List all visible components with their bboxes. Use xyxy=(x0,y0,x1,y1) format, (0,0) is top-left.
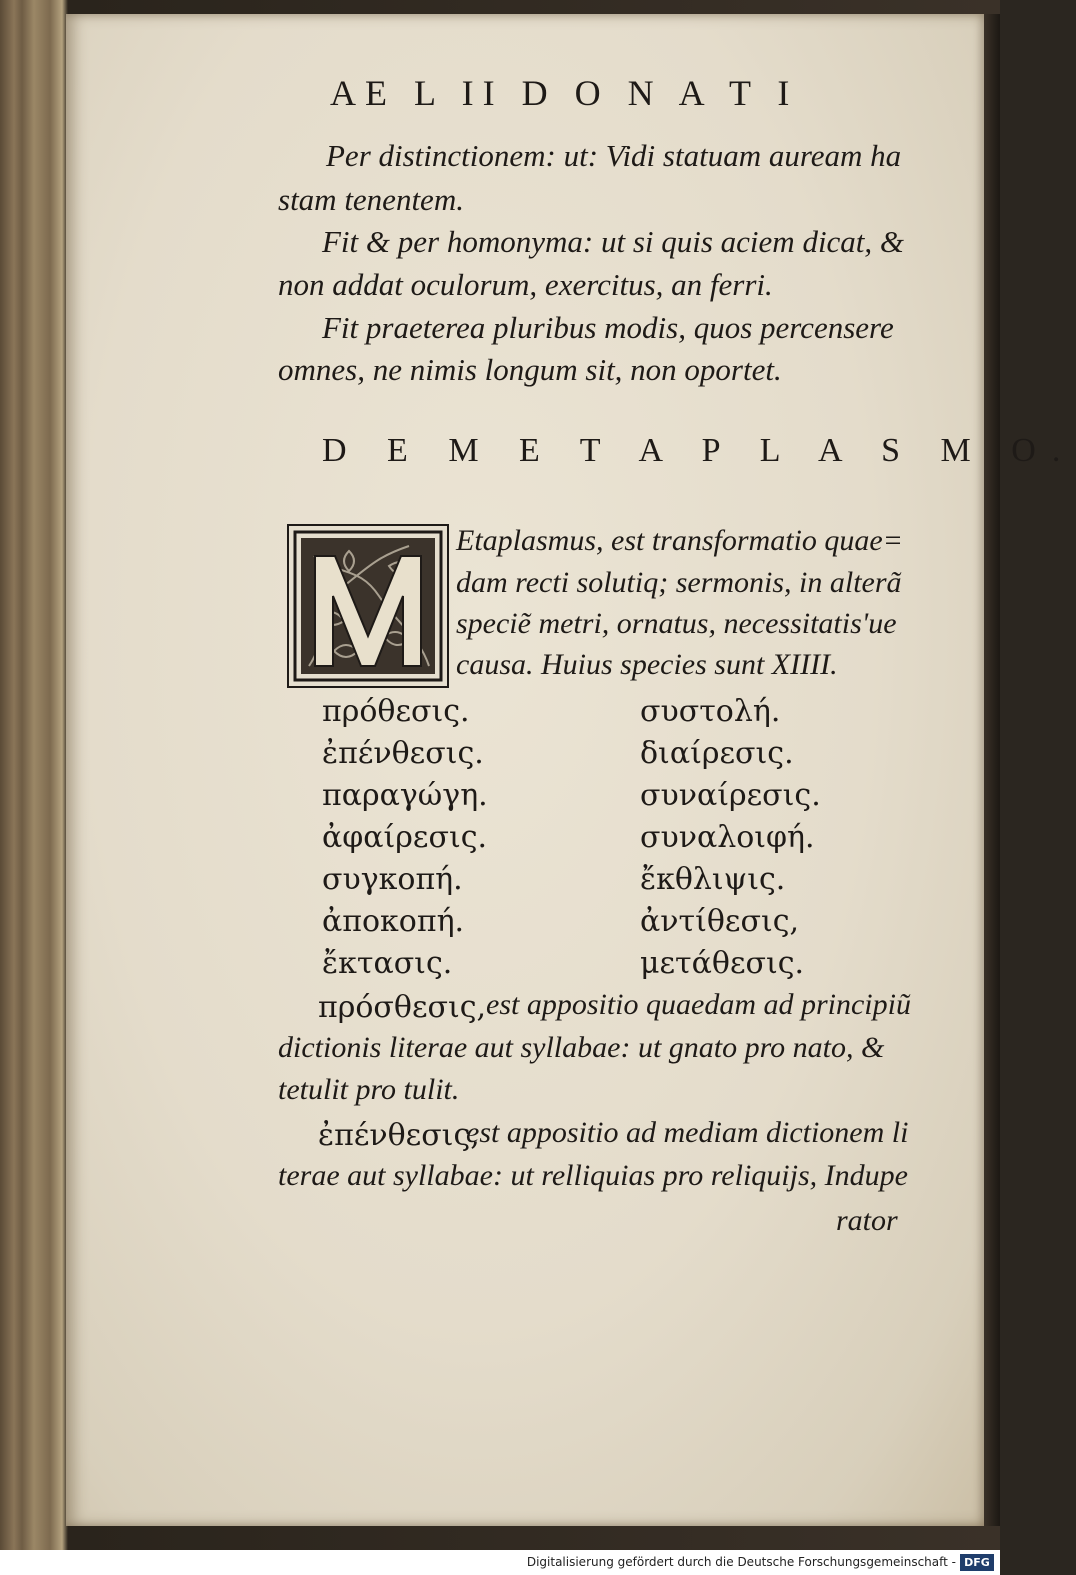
text-line: dam recti solutiq; sermonis, in alterã xyxy=(456,566,902,599)
text-line: dictionis literae aut syllabae: ut gnato pro nato, & xyxy=(278,1031,885,1064)
text-line: tetulit pro tulit. xyxy=(278,1073,460,1106)
text-line: speciẽ metri, ornatus, necessitatis'ue xyxy=(456,607,897,640)
page-edge xyxy=(984,14,1000,1526)
decorated-initial xyxy=(287,524,449,688)
species-left-item: ἀφαίρεσις. xyxy=(322,820,488,855)
species-left-item: συγκοπή. xyxy=(322,862,463,897)
text-line: Per distinctionem: ut: Vidi statuam auream ha xyxy=(326,138,902,173)
definition-term: πρόσθεσις, xyxy=(318,990,487,1025)
catchword: rator xyxy=(836,1204,898,1237)
text-line: stam tenentem. xyxy=(278,182,464,217)
species-left-item: ἐπένθεσις. xyxy=(322,736,484,771)
dfg-logo: DFG xyxy=(960,1554,994,1571)
section-heading: D E M E T A P L A S M O. xyxy=(322,432,1076,469)
text-line: Fit praeterea pluribus modis, quos percensere xyxy=(322,310,894,345)
species-left-item: ἀποκοπή. xyxy=(322,904,465,939)
text-line: Etaplasmus, est transformatio quae= xyxy=(456,524,903,557)
footer-credit: Digitalisierung gefördert durch die Deutsche Forschungsgemeinschaft - xyxy=(526,1555,956,1569)
species-right-item: διαίρεσις. xyxy=(640,736,794,771)
text-line: non addat oculorum, exercitus, an ferri. xyxy=(278,267,773,302)
text-line: terae aut syllabae: ut relliquias pro reliquijs, Indupe xyxy=(278,1159,908,1192)
footer-bar xyxy=(0,1550,1000,1575)
text-line: est appositio ad mediam dictionem li xyxy=(466,1116,909,1149)
species-right-item: συναίρεσις. xyxy=(640,778,821,813)
text-line: omnes, ne nimis longum sit, non oportet. xyxy=(278,352,782,387)
species-left-item: ἔκτασις. xyxy=(322,946,453,981)
species-left-item: παραγώγη. xyxy=(322,778,488,813)
species-right-item: συναλοιφή. xyxy=(640,820,815,855)
definition-term: ἐπένθεσις, xyxy=(318,1118,480,1153)
text-line: est appositio quaedam ad principiũ xyxy=(486,988,911,1021)
text-line: Fit & per homonyma: ut si quis aciem dicat, & xyxy=(322,224,905,259)
species-right-item: ἀντίθεσις, xyxy=(640,904,800,939)
species-right-item: μετάθεσις. xyxy=(640,946,805,981)
foliage-ornament-icon xyxy=(289,526,447,686)
species-right-item: συστολή. xyxy=(640,694,781,729)
species-left-item: πρόθεσις. xyxy=(322,694,470,729)
running-head: AE L II D O N A T I xyxy=(330,73,799,113)
text-line: causa. Huius species sunt XIIII. xyxy=(456,648,838,681)
species-right-item: ἔκθλιψις. xyxy=(640,862,786,897)
